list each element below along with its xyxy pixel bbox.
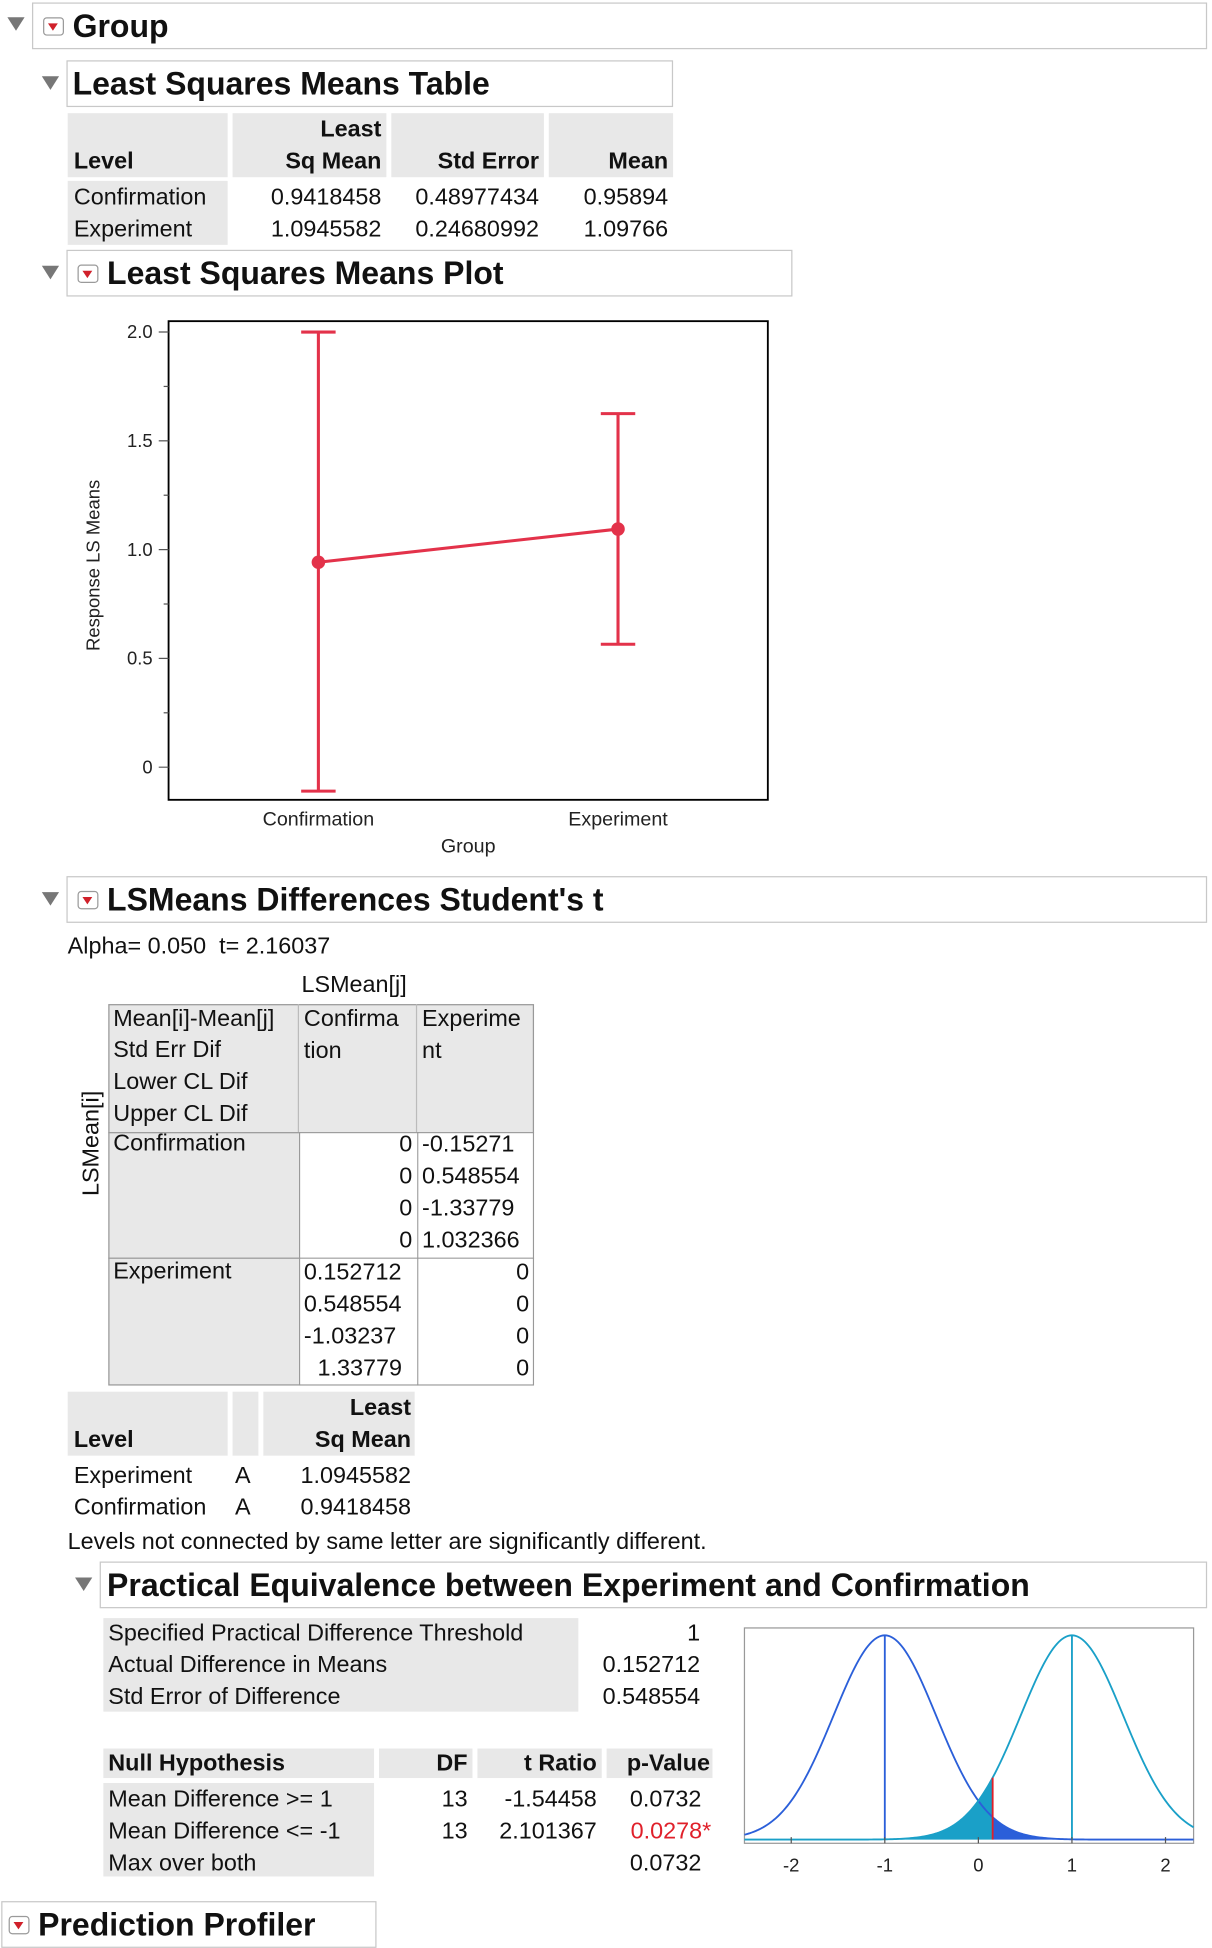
red-triangle-menu-icon[interactable] <box>43 17 64 35</box>
summary-label: Actual Difference in Means <box>108 1652 388 1679</box>
table-cell-lsmean: 0.9418458 <box>300 1495 411 1521</box>
table-cell-df: 13 <box>441 1786 468 1813</box>
col-header-lsmean-1: Least <box>320 116 382 143</box>
x-tick-label: Confirmation <box>262 808 375 831</box>
diff-cell: -0.15271 <box>422 1132 515 1158</box>
diff-cell: 0 <box>516 1292 530 1318</box>
col-header-mean: Mean <box>608 148 669 175</box>
x-tick-label: -2 <box>783 1854 800 1876</box>
diff-cell: 0 <box>399 1132 413 1158</box>
equivalence-distribution-plot <box>738 1622 1206 1895</box>
col-header-p: p-Value <box>626 1751 710 1777</box>
col-header-lsmean-2: Sq Mean <box>314 1427 411 1454</box>
table-cell-letter: A <box>235 1495 251 1521</box>
summary-value: 0.152712 <box>602 1652 701 1679</box>
summary-value: 1 <box>687 1620 701 1647</box>
table-cell-stderr: 0.48977434 <box>415 184 539 211</box>
red-triangle-menu-icon[interactable] <box>78 265 99 283</box>
diff-cell: -1.03237 <box>303 1324 397 1350</box>
letters-note: Levels not connected by same letter are significantly different. <box>67 1529 707 1556</box>
mean-point <box>611 522 625 536</box>
diff-cell: 0 <box>399 1228 413 1254</box>
lsmean-i-header: LSMean[i] <box>78 1090 105 1197</box>
disclosure-triangle-icon[interactable] <box>75 1578 92 1592</box>
table-cell-level: Experiment <box>73 1463 193 1489</box>
diff-label: Std Err Dif <box>113 1037 222 1064</box>
x-tick-label: 1 <box>1066 1854 1078 1876</box>
col-header-df: DF <box>436 1751 468 1777</box>
col-header-t: t Ratio <box>524 1751 597 1777</box>
table-cell-level: Confirmation <box>73 184 207 211</box>
x-tick-label: 0 <box>973 1854 984 1876</box>
col-header-stderr: Std Error <box>437 148 539 175</box>
col-header-lsmean-1: Least <box>349 1395 411 1422</box>
lsm-plot-header <box>66 250 792 297</box>
y-tick-label: 1.0 <box>126 538 153 560</box>
summary-value: 0.548554 <box>602 1684 701 1711</box>
disclosure-triangle-icon[interactable] <box>42 266 59 280</box>
x-tick-label: Experiment <box>568 808 668 831</box>
table-cell-p: 0.0732 <box>629 1786 702 1813</box>
col-header-lsmean-2: Sq Mean <box>285 148 382 175</box>
lsmeans-diff-title: LSMeans Differences Student's t <box>107 881 604 918</box>
diff-label: Lower CL Dif <box>113 1069 248 1096</box>
disclosure-triangle-icon[interactable] <box>42 892 59 906</box>
diff-cell: 0 <box>516 1356 530 1382</box>
table-cell-level: Experiment <box>73 216 193 243</box>
diff-cell: 0 <box>399 1196 413 1222</box>
table-cell-null: Mean Difference <= -1 <box>108 1818 341 1845</box>
x-tick-label: -1 <box>876 1854 894 1876</box>
equivalence-title: Practical Equivalence between Experiment and Confirmation <box>107 1566 1030 1604</box>
table-cell-lsmean: 1.0945582 <box>270 216 382 243</box>
disclosure-triangle-icon[interactable] <box>7 17 24 31</box>
col-header-null: Null Hypothesis <box>108 1751 285 1777</box>
diff-cell: -1.33779 <box>422 1196 515 1222</box>
equivalence-header <box>100 1562 1207 1609</box>
lsm-table-title: Least Squares Means Table <box>72 65 490 103</box>
y-tick-label: 1.5 <box>126 429 153 451</box>
diff-label: Mean[i]-Mean[j] <box>113 1006 275 1033</box>
profiler-title: Prediction Profiler <box>38 1906 316 1943</box>
diff-cell: 1.33779 <box>317 1356 402 1382</box>
diff-col-header: Experime <box>422 1006 521 1033</box>
table-cell-null: Max over both <box>108 1850 257 1877</box>
y-tick-label: 0.5 <box>126 647 153 669</box>
table-cell-mean: 1.09766 <box>583 216 669 243</box>
disclosure-triangle-icon[interactable] <box>42 76 59 90</box>
diff-label: Upper CL Dif <box>113 1101 248 1128</box>
y-tick-label: 0 <box>142 756 153 778</box>
diff-col-header: Confirma <box>303 1006 399 1033</box>
diff-cell: 0 <box>516 1324 530 1350</box>
diff-cell: 0.152712 <box>303 1260 402 1286</box>
lsmeans-plot <box>74 308 788 862</box>
x-axis-label: Group <box>440 835 496 858</box>
alpha-line: Alpha= 0.050 t= 2.16037 <box>67 933 331 960</box>
diff-cell: 0 <box>399 1164 413 1190</box>
significant-p-value: 0.0278* <box>630 1818 712 1845</box>
summary-label: Specified Practical Difference Threshold <box>108 1620 524 1647</box>
diff-row-label: Experiment <box>113 1258 232 1285</box>
x-tick-label: 2 <box>1160 1854 1171 1876</box>
table-cell-level: Confirmation <box>73 1495 207 1521</box>
y-tick-label: 2.0 <box>126 321 153 343</box>
table-cell-letter: A <box>235 1463 251 1489</box>
col-header-level: Level <box>73 1427 134 1454</box>
table-cell-null: Mean Difference >= 1 <box>108 1786 333 1813</box>
lsm-plot-title: Least Squares Means Plot <box>107 254 504 292</box>
diff-col-header: nt <box>422 1038 442 1065</box>
diff-col-header: tion <box>303 1038 342 1065</box>
table-cell-t: -1.54458 <box>504 1786 597 1813</box>
lsmean-j-header: LSMean[j] <box>301 972 407 998</box>
diff-cell: 1.032366 <box>422 1228 520 1254</box>
table-cell-p: 0.0732 <box>629 1850 702 1877</box>
table-cell-stderr: 0.24680992 <box>415 216 539 243</box>
group-title: Group <box>72 7 169 45</box>
lsm-table-header <box>66 60 673 107</box>
table-cell-t: 2.101367 <box>499 1818 597 1845</box>
plot-frame <box>169 321 768 800</box>
group-outline-header <box>32 2 1207 49</box>
table-cell-lsmean: 0.9418458 <box>270 184 382 211</box>
col-header-level: Level <box>73 148 134 175</box>
red-triangle-menu-icon[interactable] <box>78 891 99 909</box>
mean-point <box>312 555 326 569</box>
lsmeans-diff-header <box>66 876 1207 923</box>
diff-cell: 0.548554 <box>303 1292 402 1318</box>
y-axis-label: Response LS Means <box>82 479 104 652</box>
table-cell-mean: 0.95894 <box>583 184 669 211</box>
diff-cell: 0 <box>516 1260 530 1286</box>
profiler-header <box>1 1901 376 1948</box>
table-cell-df: 13 <box>441 1818 468 1845</box>
table-cell-lsmean: 1.0945582 <box>300 1463 411 1489</box>
diff-cell: 0.548554 <box>422 1164 520 1190</box>
summary-label: Std Error of Difference <box>108 1684 341 1711</box>
diff-row-label: Confirmation <box>113 1130 246 1157</box>
